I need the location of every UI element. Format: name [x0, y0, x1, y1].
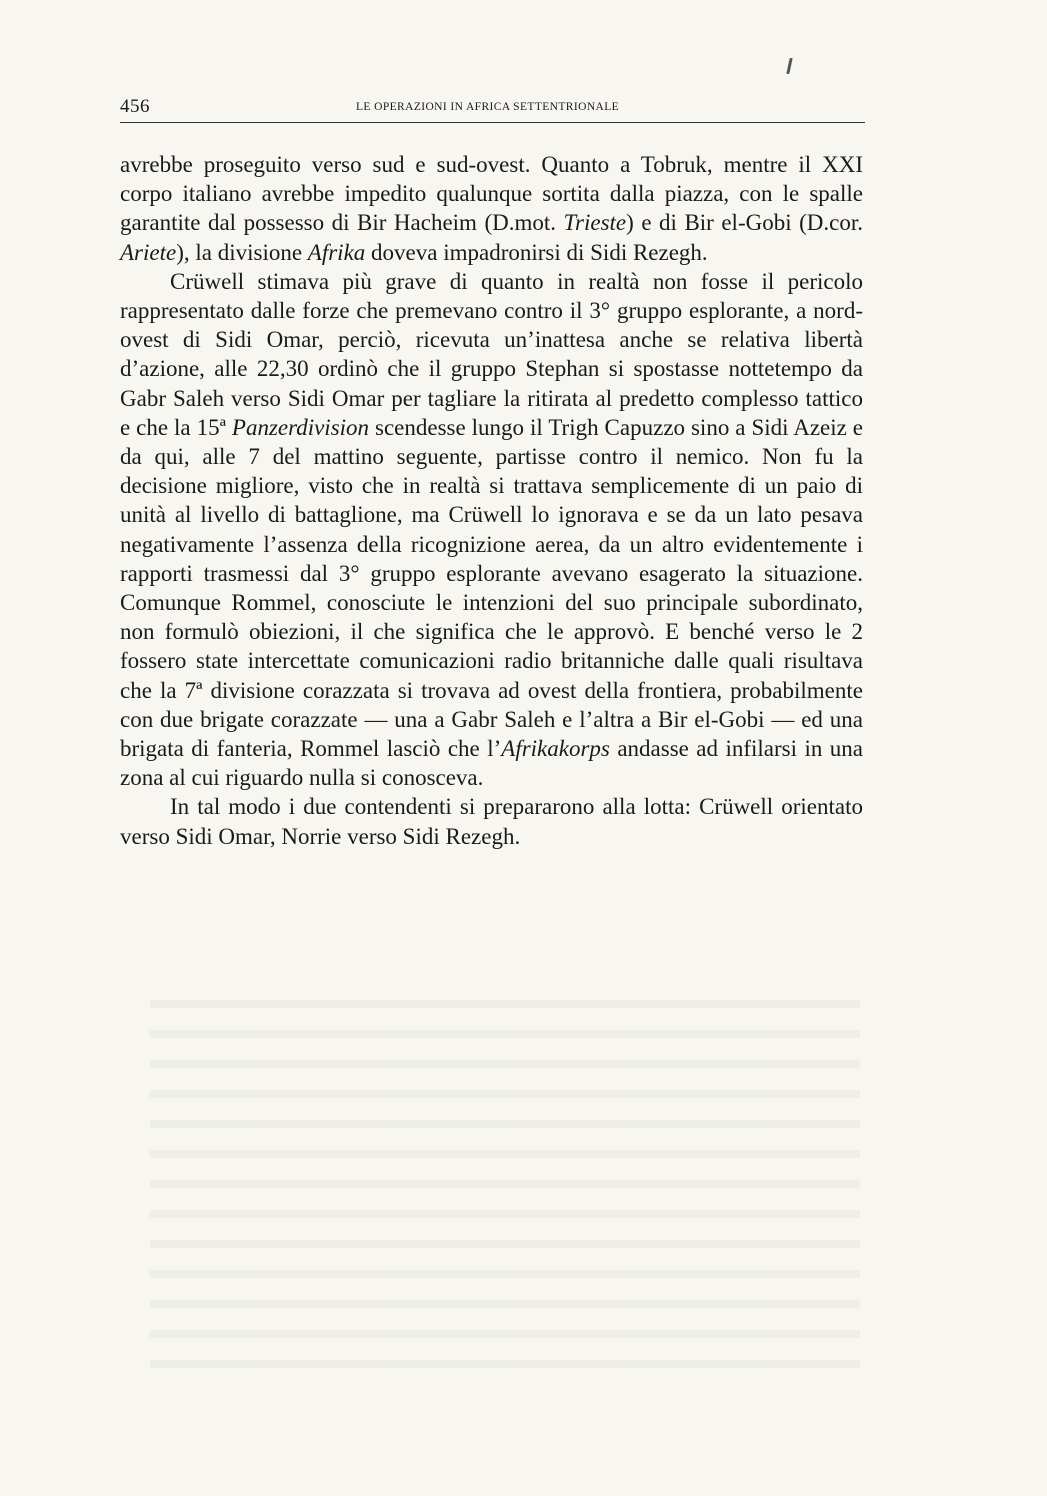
text-run: andasse ad infilarsi in una zona al cui riguardo nulla si conosceva.	[120, 736, 863, 791]
paragraph-p3	[120, 792, 863, 850]
text-run: doveva impadronirsi di Sidi Rezegh.	[365, 239, 708, 265]
text-run: avrebbe proseguito verso sud e sud-ovest. Quanto a Tobruk, mentre il XXI corpo italiano avrebbe impedito qualunque sortita dalla piazza, con le spalle garantite dal possesso di Bir Hacheim (D.mot.	[120, 152, 863, 236]
text-run: ) e di Bir el-Gobi (D.cor.	[626, 210, 863, 236]
italic-text: Ariete	[120, 239, 177, 265]
text-run: In tal modo i due contendenti si prepararono alla lotta: Crüwell orientato verso Sidi Omar, Norrie verso Sidi Rezegh.	[120, 794, 863, 849]
italic-text: Afrikakorps	[501, 736, 610, 762]
text-run: Crüwell stimava più grave di quanto in realtà non fosse il pericolo rappresentato dalle forze che premevano contro il 3° gruppo esplorante, a nord-ovest di Sidi Omar, perciò, ricevuta un’inattesa anche se relativa libertà d’azione, alle 22,30 ordinò che il gruppo Stephan si spostasse nottetempo da Gabr Saleh verso Sidi Omar per tagliare la ritirata al predetto complesso tattico e che la 15ª	[120, 268, 863, 440]
italic-text: Trieste	[563, 210, 627, 236]
pencil-mark	[786, 58, 792, 74]
body-text	[120, 150, 863, 851]
italic-text: Panzerdivision	[231, 414, 370, 440]
reverse-page-show-through	[150, 980, 860, 1380]
text-run: ), la divisione	[176, 239, 308, 265]
text-run: scendesse lungo il Trigh Capuzzo sino a Sidi Azeiz e da qui, alle 7 del mattino seguente, partisse contro il nemico. Non fu la decisione migliore, visto che in realtà si trattava semplicemente di un paio di unità al livello di battaglione, ma Crüwell lo ignorava e se da un lato pesava negativamente l’assenza della ricognizione aerea, da un altro evidentemente i rapporti trasmessi dal 3° gruppo esplorante avevano esagerato la situazione. Comunque Rommel, conosciute le intenzioni del suo principale subordinato, non formulò obiezioni, il che significa che le approvò. E benché verso le 2 fossero state intercettate comunicazioni radio britanniche dalle quali risultava che la 7ª divisione corazzata si trovava ad ovest della frontiera, probabilmente con due brigate corazzate — una a Gabr Saleh e l’altra a Bir el-Gobi — ed una brigata di fanteria, Rommel lasciò che l’	[120, 414, 863, 762]
page-number: 456	[120, 96, 150, 117]
paragraph-p2	[120, 267, 863, 793]
running-title: LE OPERAZIONI IN AFRICA SETTENTRIONALE	[356, 101, 620, 113]
page-header	[120, 92, 865, 123]
paragraph-p1	[120, 150, 863, 267]
italic-text: Afrika	[307, 239, 366, 265]
